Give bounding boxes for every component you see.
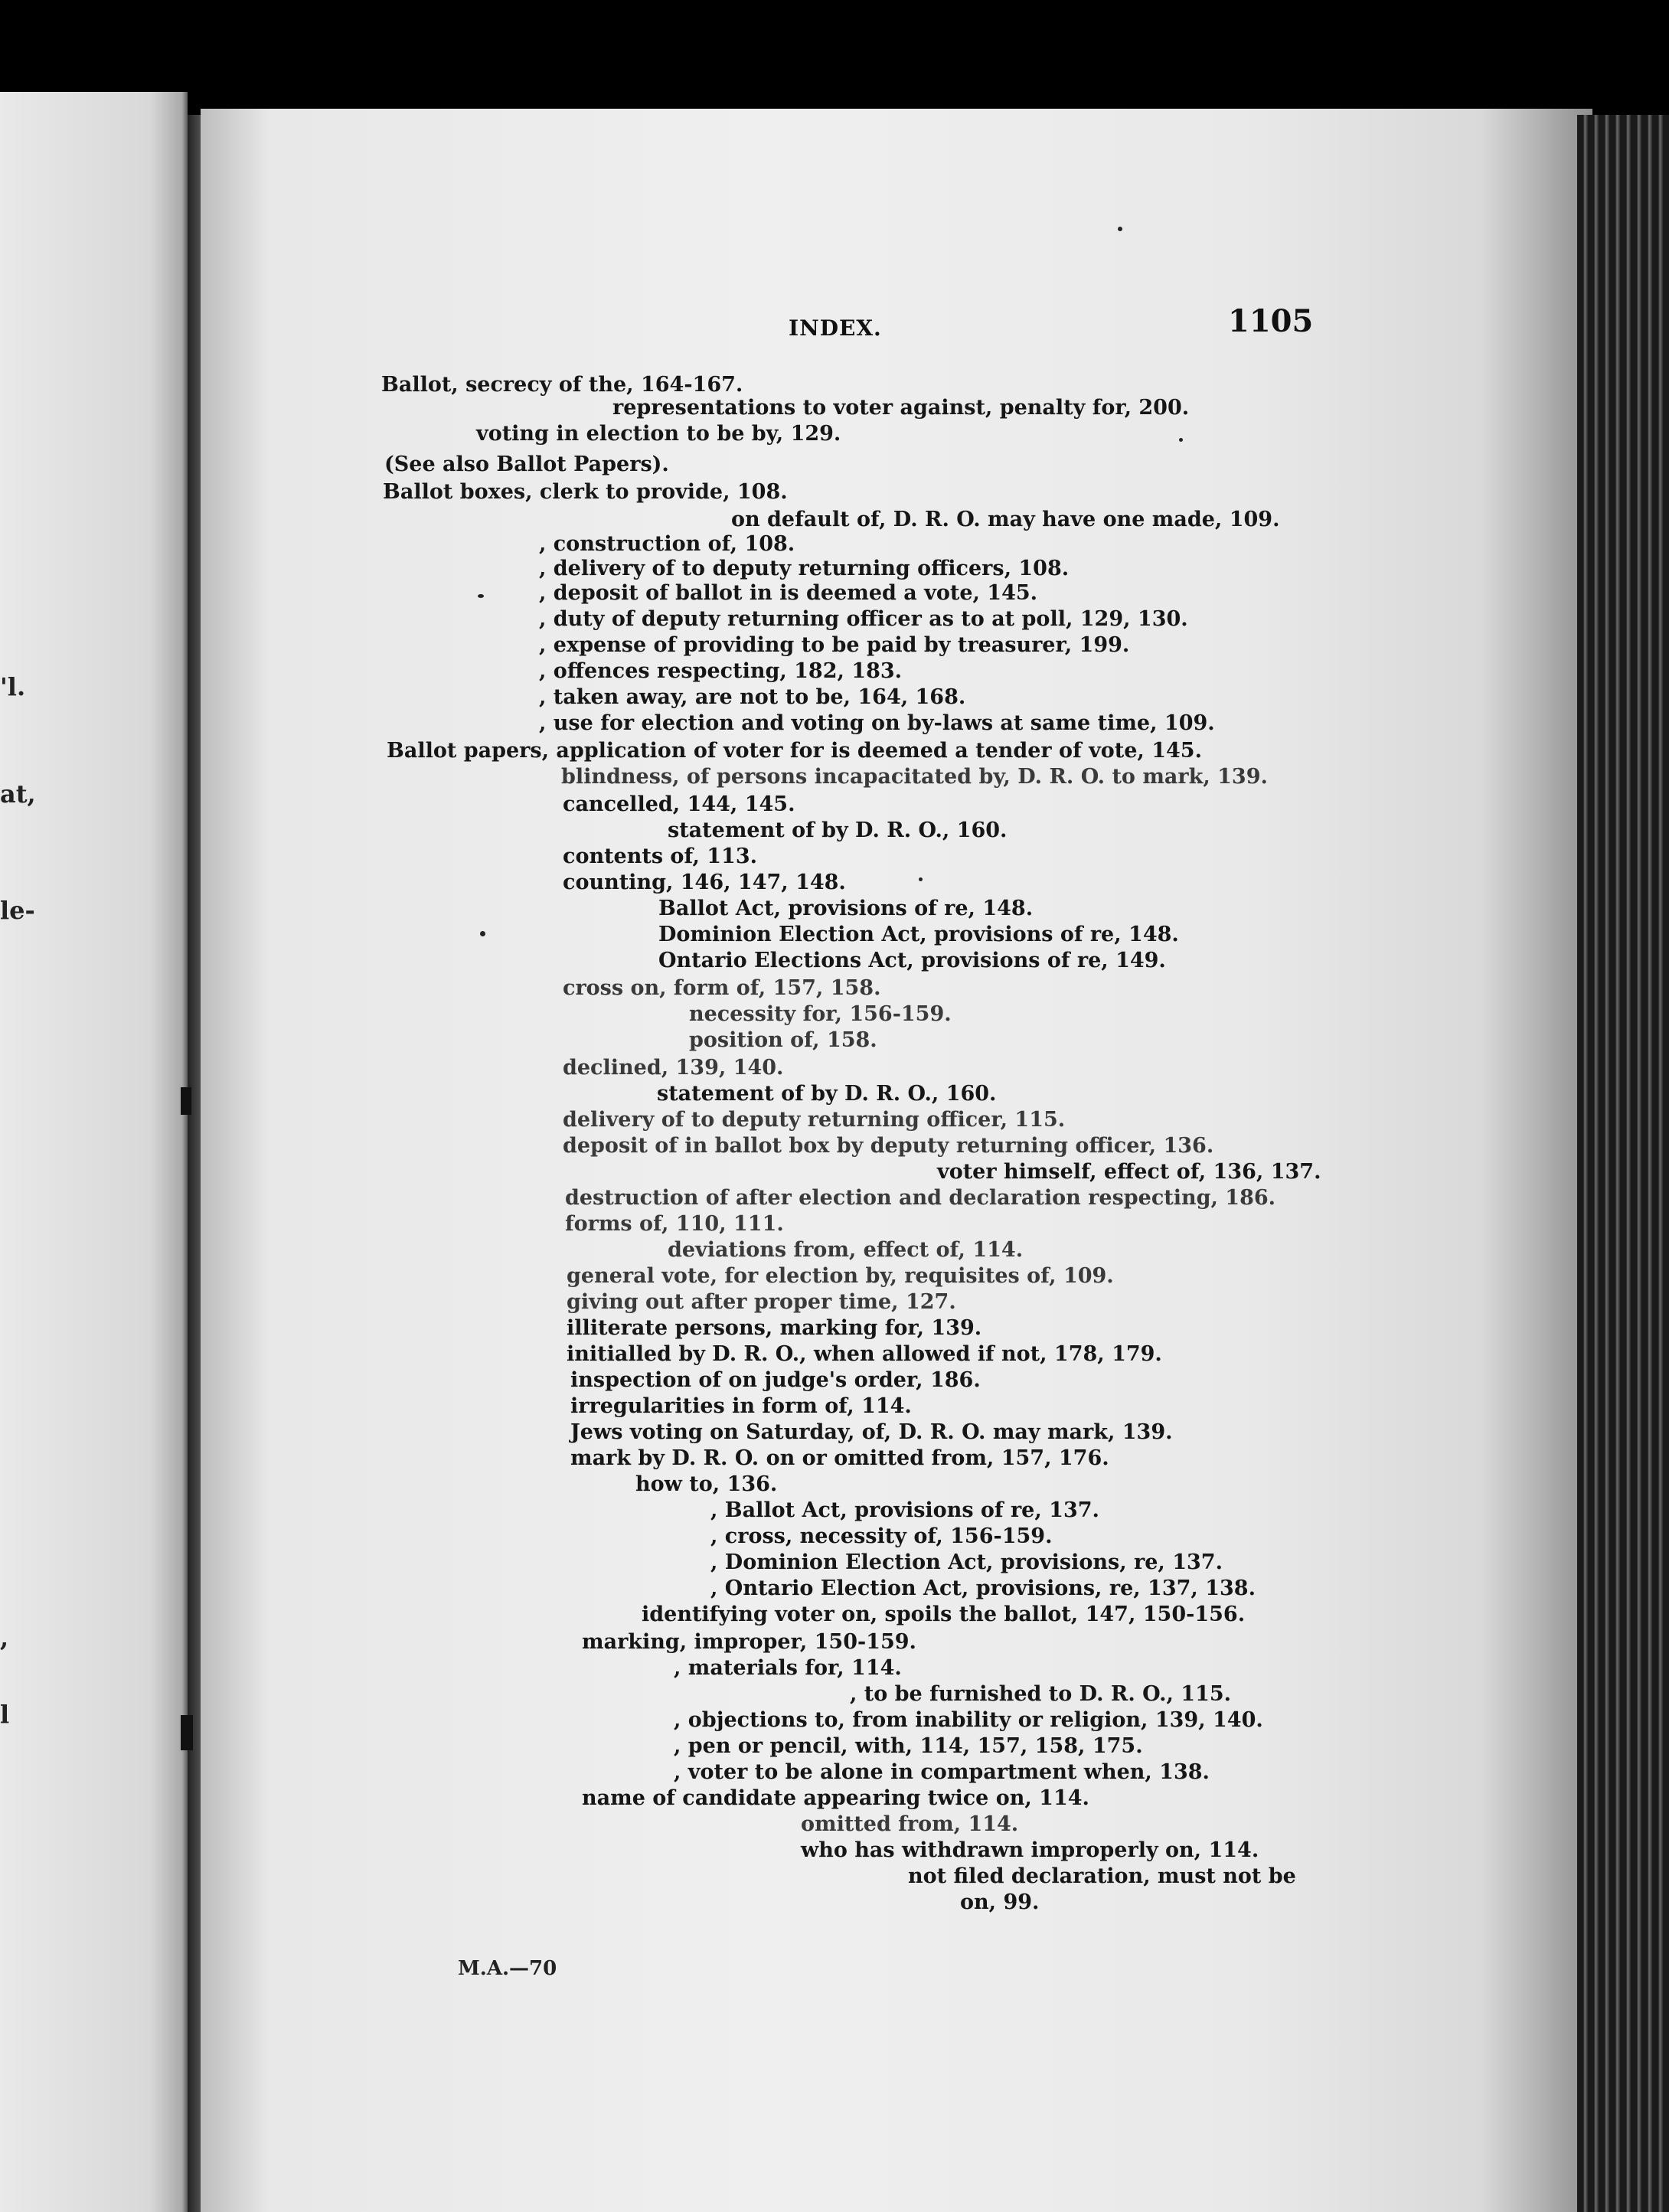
index-entry: deposit of in ballot box by deputy returning officer, 136. <box>563 1134 1214 1158</box>
left-page-fragment: , <box>0 1623 9 1652</box>
index-entry: , to be furnished to D. R. O., 115. <box>850 1682 1232 1706</box>
index-entry: , deposit of ballot in is deemed a vote, 145. <box>539 581 1038 605</box>
gutter-mark <box>181 1715 193 1750</box>
index-entry: statement of by D. R. O., 160. <box>657 1082 997 1106</box>
index-entry: marking, improper, 150-159. <box>582 1630 916 1654</box>
scan-speck <box>480 931 485 936</box>
index-entry: not filed declaration, must not be <box>908 1864 1296 1888</box>
scan-speck <box>478 594 484 598</box>
index-entry: , objections to, from inability or religion, 139, 140. <box>674 1708 1263 1732</box>
index-entry: , duty of deputy returning officer as to at poll, 129, 130. <box>539 607 1188 631</box>
left-page-fragment: at, <box>0 779 36 809</box>
index-entry: inspection of on judge's order, 186. <box>570 1368 981 1392</box>
index-entry: blindness, of persons incapacitated by, D. R. O. to mark, 139. <box>561 765 1268 789</box>
index-entry: , materials for, 114. <box>674 1656 902 1680</box>
index-entry: cancelled, 144, 145. <box>563 792 795 816</box>
index-entry: position of, 158. <box>689 1028 877 1052</box>
index-entry: irregularities in form of, 114. <box>570 1394 912 1418</box>
index-entry: omitted from, 114. <box>801 1812 1019 1836</box>
left-page-fragment: 'l. <box>0 672 26 701</box>
page-number: 1105 <box>1228 303 1314 339</box>
index-entry: forms of, 110, 111. <box>565 1212 784 1236</box>
index-entry: , Ontario Election Act, provisions, re, 137, 138. <box>710 1576 1256 1600</box>
index-entry: , expense of providing to be paid by treasurer, 199. <box>539 633 1130 657</box>
index-entry: , voter to be alone in compartment when, 138. <box>674 1760 1210 1784</box>
index-entry: cross on, form of, 157, 158. <box>563 976 881 1000</box>
index-entry: Jews voting on Saturday, of, D. R. O. may mark, 139. <box>570 1420 1173 1444</box>
index-entry: how to, 136. <box>635 1472 778 1496</box>
index-entry: , construction of, 108. <box>539 532 795 556</box>
scan-speck <box>919 877 923 881</box>
index-entry: voting in election to be by, 129. <box>476 422 841 446</box>
index-entry: on, 99. <box>960 1890 1040 1914</box>
index-entry: , taken away, are not to be, 164, 168. <box>539 685 966 709</box>
index-entry: , use for election and voting on by-laws at same time, 109. <box>539 711 1215 735</box>
index-entry: who has withdrawn improperly on, 114. <box>801 1838 1259 1862</box>
index-entry: , Dominion Election Act, provisions, re, 137. <box>710 1550 1223 1574</box>
index-entry: delivery of to deputy returning officer, 115. <box>563 1108 1066 1132</box>
index-entry: initialled by D. R. O., when allowed if not, 178, 179. <box>567 1342 1162 1366</box>
index-entry: Ballot, secrecy of the, 164-167. <box>381 373 743 397</box>
index-entry: name of candidate appearing twice on, 114. <box>582 1786 1089 1810</box>
index-entry: on default of, D. R. O. may have one made, 109. <box>731 508 1280 531</box>
index-entry: , pen or pencil, with, 114, 157, 158, 175. <box>674 1734 1143 1758</box>
index-entry: statement of by D. R. O., 160. <box>668 818 1008 842</box>
index-page <box>201 109 1592 2212</box>
left-page-fragment: l <box>0 1700 10 1729</box>
index-entry: (See also Ballot Papers). <box>384 453 669 476</box>
index-entry: Ballot boxes, clerk to provide, 108. <box>383 480 788 504</box>
index-entry: , delivery of to deputy returning officers, 108. <box>539 557 1070 580</box>
index-entry: Ontario Elections Act, provisions of re, 149. <box>658 949 1166 972</box>
scan-speck <box>1179 438 1183 442</box>
index-entry: necessity for, 156-159. <box>689 1002 952 1026</box>
index-entry: identifying voter on, spoils the ballot, 147, 150-156. <box>642 1603 1246 1626</box>
index-entry: giving out after proper time, 127. <box>567 1290 956 1314</box>
index-entry: voter himself, effect of, 136, 137. <box>937 1160 1321 1184</box>
index-entry: representations to voter against, penalty for, 200. <box>612 396 1190 420</box>
index-entry: Ballot Act, provisions of re, 148. <box>658 897 1034 920</box>
gutter-mark <box>181 1087 191 1115</box>
index-entry: destruction of after election and declaration respecting, 186. <box>565 1186 1276 1210</box>
index-entry: Dominion Election Act, provisions of re, 148. <box>658 923 1179 946</box>
running-head-title: INDEX. <box>789 315 882 341</box>
index-entry: Ballot papers, application of voter for is deemed a tender of vote, 145. <box>387 739 1202 763</box>
scan-speck <box>1118 227 1122 231</box>
index-entry: mark by D. R. O. on or omitted from, 157, 176. <box>570 1446 1109 1470</box>
index-entry: , cross, necessity of, 156-159. <box>710 1524 1053 1548</box>
left-page <box>0 92 188 2212</box>
index-entry: illiterate persons, marking for, 139. <box>567 1316 982 1340</box>
index-entry: counting, 146, 147, 148. <box>563 871 846 894</box>
left-page-fragment: le- <box>0 896 35 925</box>
index-entry: , Ballot Act, provisions of re, 137. <box>710 1498 1099 1522</box>
page-edges <box>1577 115 1669 2212</box>
index-entry: general vote, for election by, requisites of, 109. <box>567 1264 1114 1288</box>
printer-signature: M.A.—70 <box>458 1957 557 1980</box>
index-entry: declined, 139, 140. <box>563 1056 784 1080</box>
index-entry: , offences respecting, 182, 183. <box>539 659 903 683</box>
index-entry: contents of, 113. <box>563 845 758 868</box>
index-entry: deviations from, effect of, 114. <box>668 1238 1024 1262</box>
